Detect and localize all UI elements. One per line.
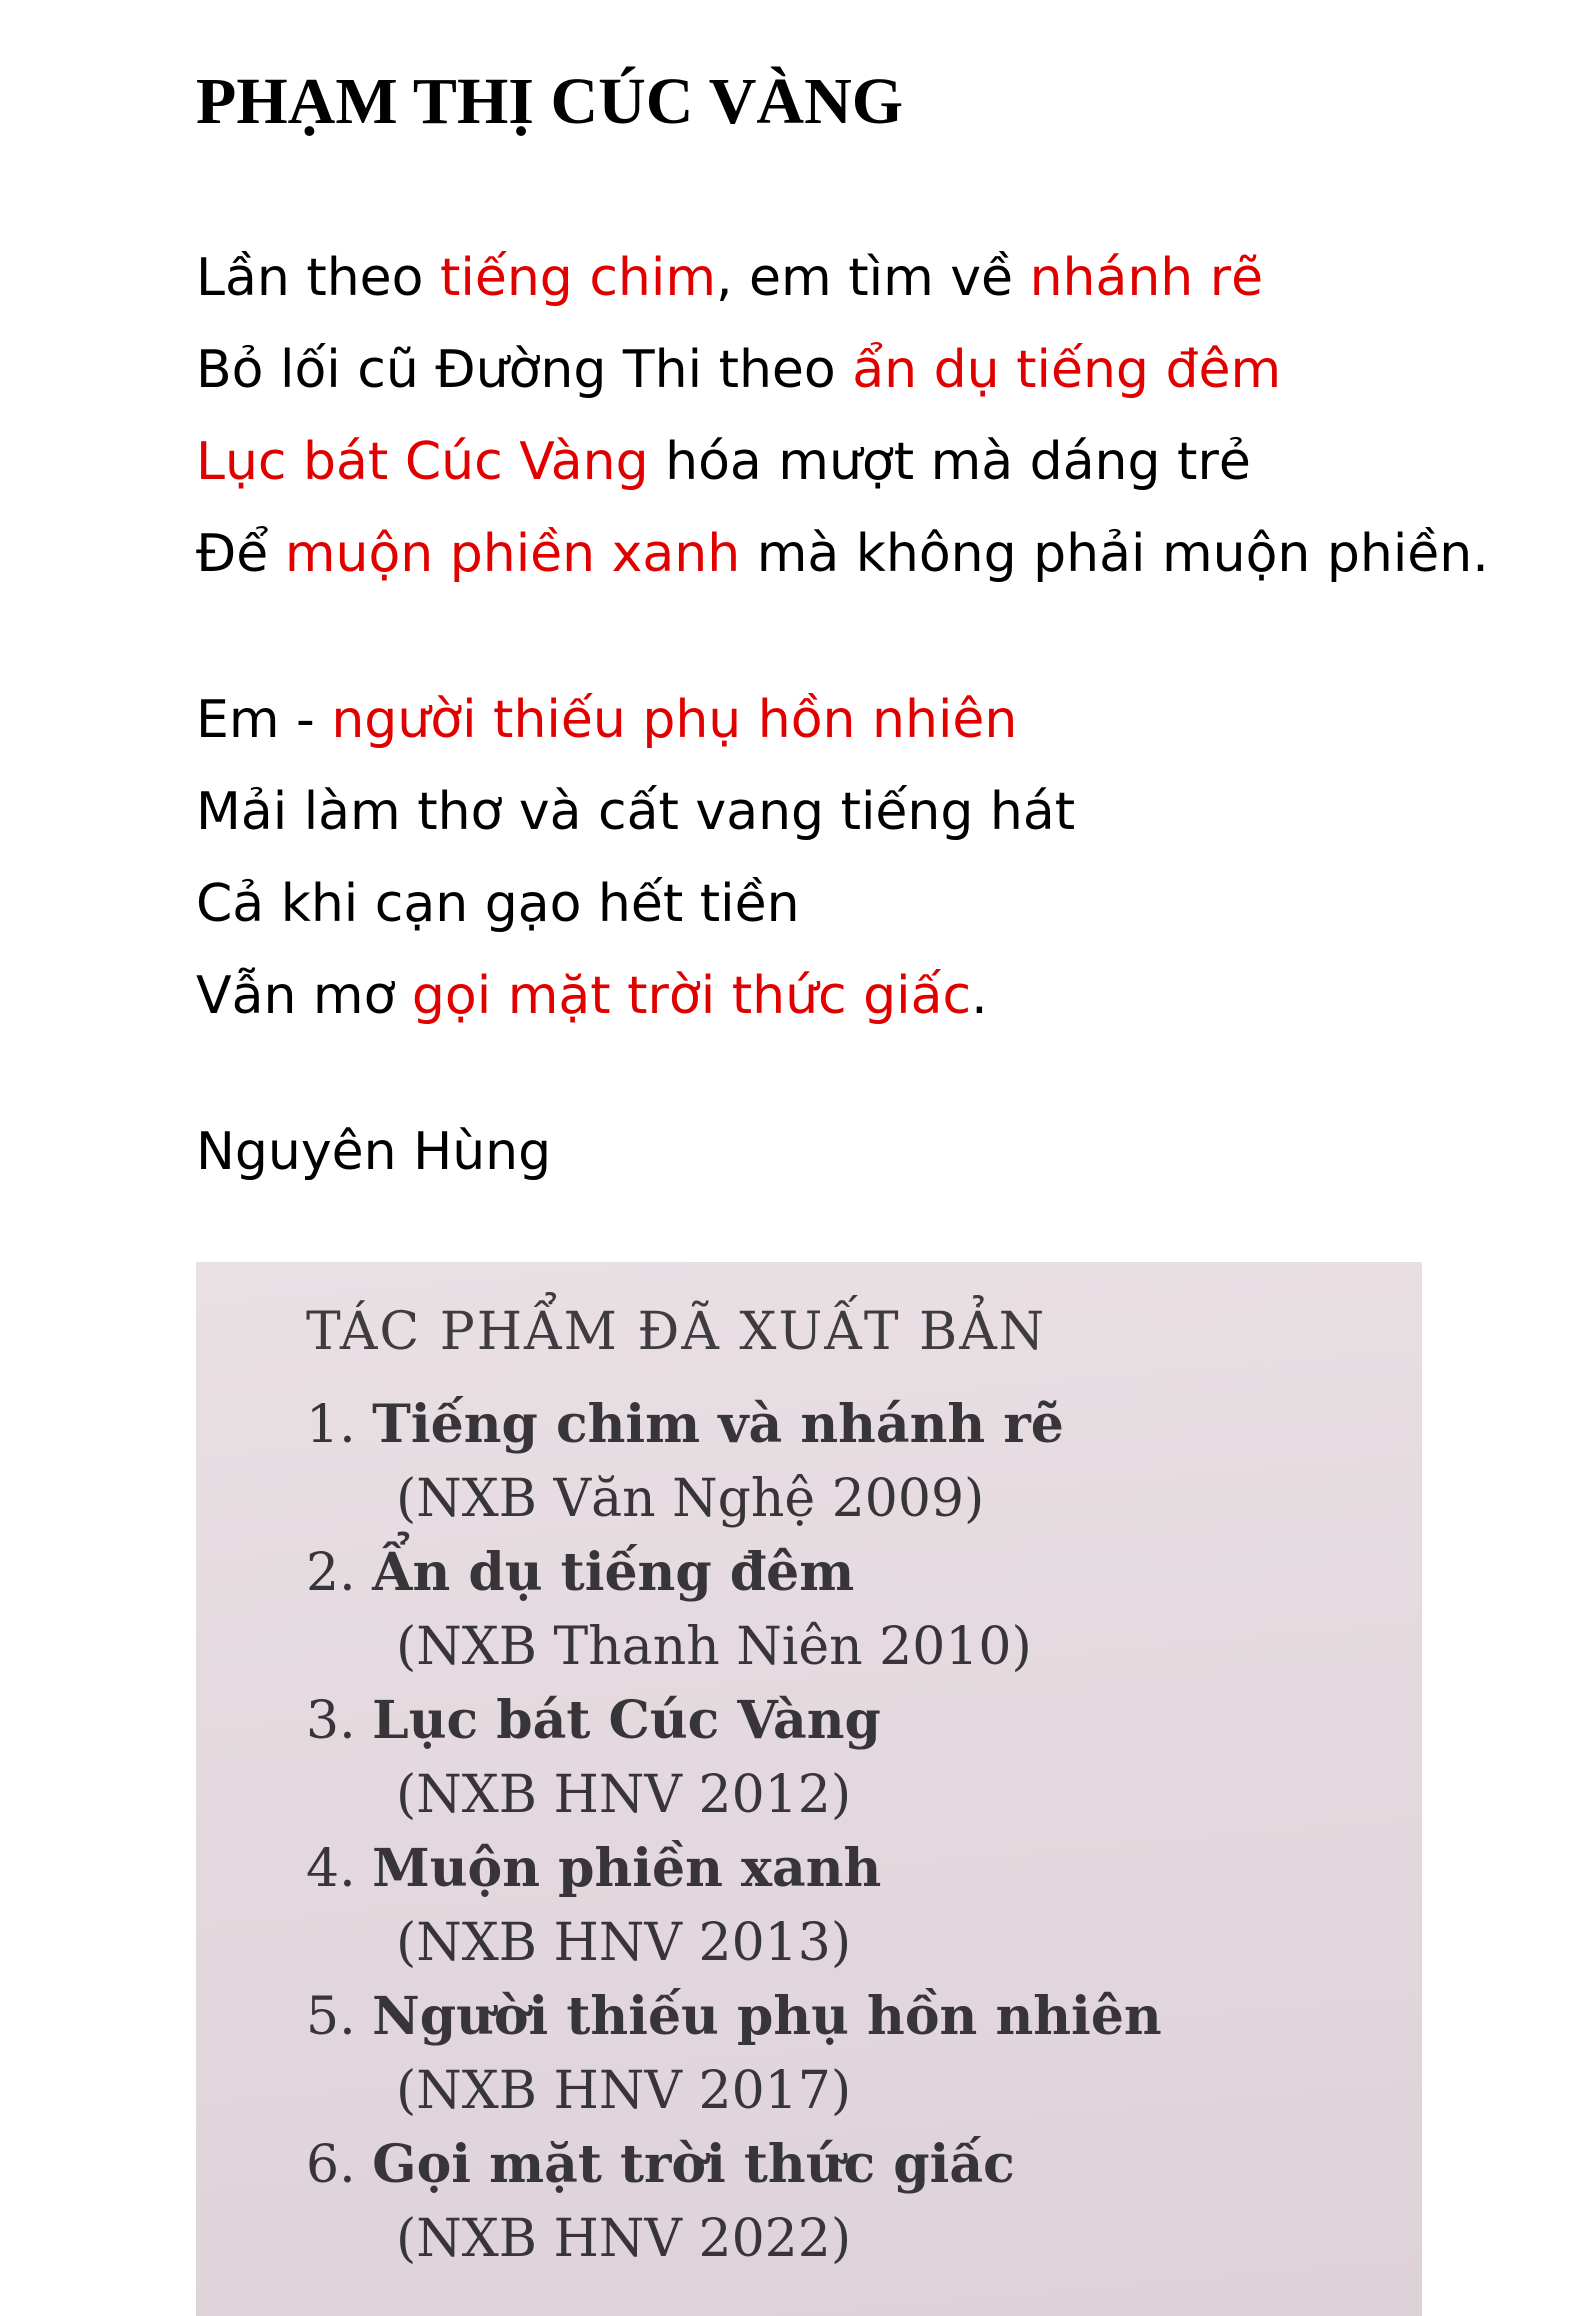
line-text: Lần theo [196, 248, 441, 308]
poem-line [196, 674, 1075, 766]
work-item [306, 1388, 1162, 1536]
work-number: 4. [306, 1839, 356, 1899]
author-name: Nguyên Hùng [196, 1122, 552, 1182]
work-title-line [306, 1684, 1162, 1758]
line-text: Cả khi cạn gạo hết tiền [196, 874, 800, 934]
work-publisher: (NXB Thanh Niên 2010) [396, 1617, 1032, 1677]
poem-line [196, 232, 1489, 324]
work-title-line [306, 2128, 1162, 2202]
published-works-heading: TÁC PHẨM ĐÃ XUẤT BẢN [306, 1302, 1047, 1362]
work-title-line [306, 1388, 1162, 1462]
work-item [306, 1536, 1162, 1684]
poem-line [196, 324, 1489, 416]
line-text: mà không phải muộn phiền. [740, 524, 1489, 584]
line-text: . [971, 966, 988, 1026]
work-number: 1. [306, 1395, 356, 1455]
work-title: Gọi mặt trời thức giấc [372, 2134, 1015, 2195]
page-title: PHẠM THỊ CÚC VÀNG [196, 65, 904, 138]
line-text: Vẫn mơ [196, 966, 412, 1026]
line-text: Em - [196, 690, 332, 750]
work-publisher: (NXB HNV 2013) [396, 1913, 852, 1973]
poem-line [196, 858, 1075, 950]
work-number: 5. [306, 1987, 356, 2047]
published-works-list [306, 1388, 1162, 2276]
poem-line [196, 766, 1075, 858]
work-title: Ẩn dụ tiếng đêm [372, 1542, 855, 1603]
published-works-photo [196, 1262, 1422, 2316]
work-title-line [306, 1832, 1162, 1906]
work-number: 3. [306, 1691, 356, 1751]
poem-line [196, 508, 1489, 600]
highlighted-phrase: tiếng chim [440, 248, 716, 308]
highlighted-phrase: người thiếu phụ hồn nhiên [331, 690, 1018, 750]
work-title: Tiếng chim và nhánh rẽ [372, 1394, 1064, 1455]
work-title: Lục bát Cúc Vàng [372, 1690, 881, 1751]
highlighted-phrase: ẩn dụ tiếng đêm [852, 340, 1282, 400]
work-publisher: (NXB HNV 2012) [396, 1765, 852, 1825]
work-title: Người thiếu phụ hồn nhiên [372, 1986, 1162, 2047]
work-publisher: (NXB HNV 2017) [396, 2061, 852, 2121]
poem-stanza-1 [196, 232, 1489, 600]
work-item [306, 1832, 1162, 1980]
highlighted-phrase: Lục bát Cúc Vàng [196, 432, 649, 492]
work-publisher: (NXB HNV 2022) [396, 2209, 852, 2269]
work-item [306, 1980, 1162, 2128]
line-text: Bỏ lối cũ Đường Thi theo [196, 340, 853, 400]
work-item [306, 1684, 1162, 1832]
highlighted-phrase: muộn phiền xanh [284, 524, 741, 584]
highlighted-phrase: gọi mặt trời thức giấc [411, 966, 972, 1026]
poem-stanza-2 [196, 674, 1075, 1042]
line-text: Để [196, 524, 285, 584]
line-text: hóa mượt mà dáng trẻ [648, 432, 1251, 492]
poem-line [196, 950, 1075, 1042]
poem-line [196, 416, 1489, 508]
work-title-line [306, 1980, 1162, 2054]
work-number: 6. [306, 2135, 356, 2195]
work-number: 2. [306, 1543, 356, 1603]
highlighted-phrase: nhánh rẽ [1029, 248, 1264, 308]
work-publisher: (NXB Văn Nghệ 2009) [396, 1469, 985, 1529]
line-text: , em tìm về [716, 248, 1030, 308]
work-title: Muộn phiền xanh [372, 1838, 882, 1899]
work-item [306, 2128, 1162, 2276]
work-title-line [306, 1536, 1162, 1610]
line-text: Mải làm thơ và cất vang tiếng hát [196, 782, 1076, 842]
